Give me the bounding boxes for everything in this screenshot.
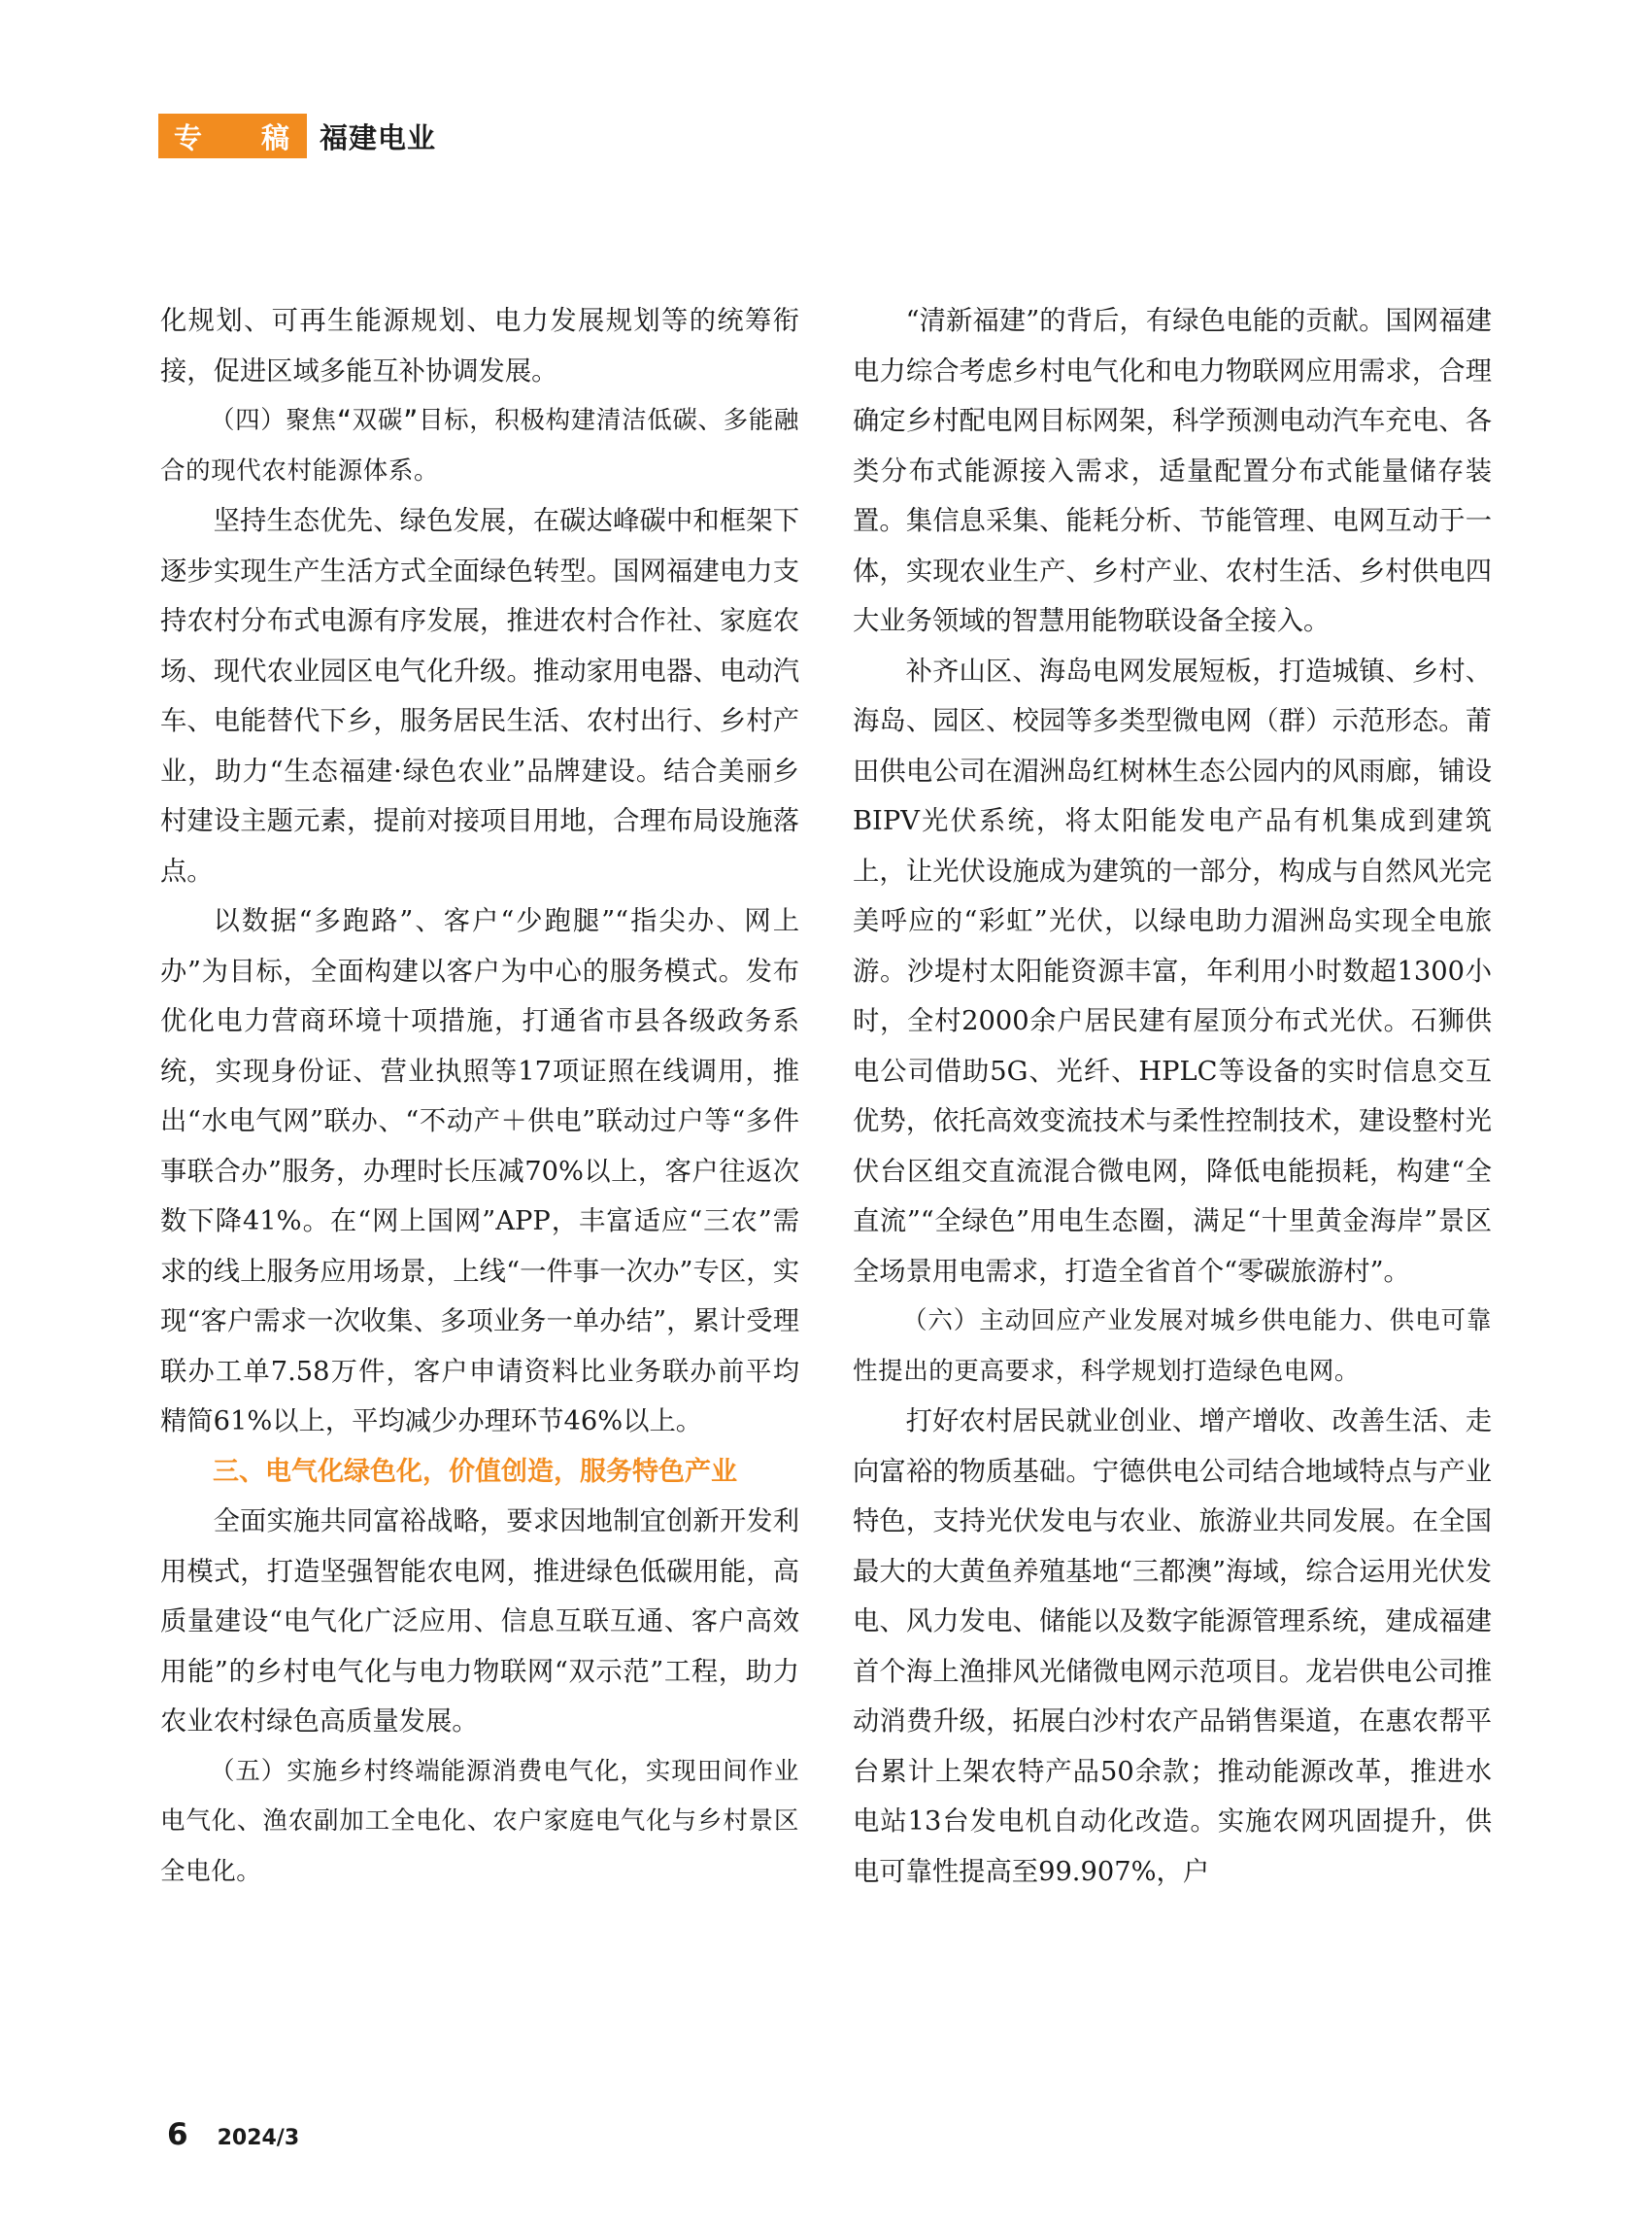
badge-char-2: 稿 <box>260 120 289 154</box>
paragraph-continued: 化规划、可再生能源规划、电力发展规划等的统筹衔接，促进区域多能互补协调发展。 <box>160 306 799 387</box>
page-header <box>158 114 436 158</box>
paragraph: 坚持生态优先、绿色发展，在碳达峰碳中和框架下逐步实现生产生活方式全面绿色转型。国网福建电力支持农村分布式电源有序发展，推进农村合作社、家庭农场、现代农业园区电气化升级。推动家用电器、电动汽车、电能替代下乡，服务居民生活、农村出行、乡村产业，助力“生态福建·绿色农业”品牌建设。结合美丽乡村建设主题元素，提前对接项目用地，合理布局设施落点。 <box>160 506 799 887</box>
paragraph: 以数据“多跑路”、客户“少跑腿”“指尖办、网上办”为目标，全面构建以客户为中心的服务模式。发布优化电力营商环境十项措施，打通省市县各级政务系统，实现身份证、营业执照等17项证照在线调用，推出“水电气网”联办、“不动产＋供电”联动过户等“多件事联合办”服务，办理时长压减70%以上，客户往返次数下降41%。在“网上国网”APP，丰富适应“三农”需求的线上服务应用场景，上线“一件事一次办”专区，实现“客户需求一次收集、多项业务一单办结”，累计受理联办工单7.58万件，客户申请资料比业务联办前平均精简61%以上，平均减少办理环节46%以上。 <box>160 906 799 1436</box>
paragraph: 全面实施共同富裕战略，要求因地制宜创新开发利用模式，打造坚强智能农电网，推进绿色低碳用能，高质量建设“电气化广泛应用、信息互联互通、客户高效用能”的乡村电气化与电力物联网“双示范”工程，助力农业农村绿色高质量发展。 <box>160 1506 799 1737</box>
subheading-five: （五）实施乡村终端能源消费电气化，实现田间作业电气化、渔农副加工全电化、农户家庭电气化与乡村景区全电化。 <box>160 1756 799 1886</box>
right-column <box>853 296 1492 1897</box>
issue-label: 2024/3 <box>217 2126 300 2150</box>
subheading-six: （六）主动回应产业发展对城乡供电能力、供电可靠性提出的更高要求，科学规划打造绿色电网。 <box>853 1306 1492 1386</box>
magazine-title: 福建电业 <box>320 120 437 154</box>
page-footer <box>167 2117 299 2152</box>
paragraph: 补齐山区、海岛电网发展短板，打造城镇、乡村、海岛、园区、校园等多类型微电网（群）示范形态。莆田供电公司在湄洲岛红树林生态公园内的风雨廊，铺设BIPV光伏系统，将太阳能发电产品有机集成到建筑上，让光伏设施成为建筑的一部分，构成与自然风光完美呼应的“彩虹”光伏，以绿电助力湄洲岛实现全电旅游。沙堤村太阳能资源丰富，年利用小时数超1300小时，全村2000余户居民建有屋顶分布式光伏。石狮供电公司借助5G、光纤、HPLC等设备的实时信息交互优势，依托高效变流技术与柔性控制技术，建设整村光伏台区组交直流混合微电网，降低电能损耗，构建“全直流”“全绿色”用电生态圈，满足“十里黄金海岸”景区全场景用电需求，打造全省首个“零碳旅游村”。 <box>853 656 1492 1287</box>
column-badge <box>158 114 307 158</box>
section-heading-three: 三、电气化绿色化，价值创造，服务特色产业 <box>213 1456 737 1487</box>
subheading-four: （四）聚焦“双碳”目标，积极构建清洁低碳、多能融合的现代农村能源体系。 <box>160 406 799 486</box>
badge-char-1: 专 <box>174 120 203 154</box>
paragraph: 打好农村居民就业创业、增产增收、改善生活、走向富裕的物质基础。宁德供电公司结合地域特点与产业特色，支持光伏发电与农业、旅游业共同发展。在全国最大的大黄鱼养殖基地“三都澳”海域，综合运用光伏发电、风力发电、储能以及数字能源管理系统，建成福建首个海上渔排风光储微电网示范项目。龙岩供电公司推动消费升级，拓展白沙村农产品销售渠道，在惠农帮平台累计上架农特产品50余款；推动能源改革，推进水电站13台发电机自动化改造。实施农网巩固提升，供电可靠性提高至99.907%，户 <box>853 1406 1492 1887</box>
paragraph: “清新福建”的背后，有绿色电能的贡献。国网福建电力综合考虑乡村电气化和电力物联网应用需求，合理确定乡村配电网目标网架，科学预测电动汽车充电、各类分布式能源接入需求，适量配置分布式能量储存装置。集信息采集、能耗分析、节能管理、电网互动于一体，实现农业生产、乡村产业、农村生活、乡村供电四大业务领域的智慧用能物联设备全接入。 <box>853 306 1492 636</box>
left-column <box>160 296 799 1897</box>
page-number: 6 <box>167 2117 188 2152</box>
